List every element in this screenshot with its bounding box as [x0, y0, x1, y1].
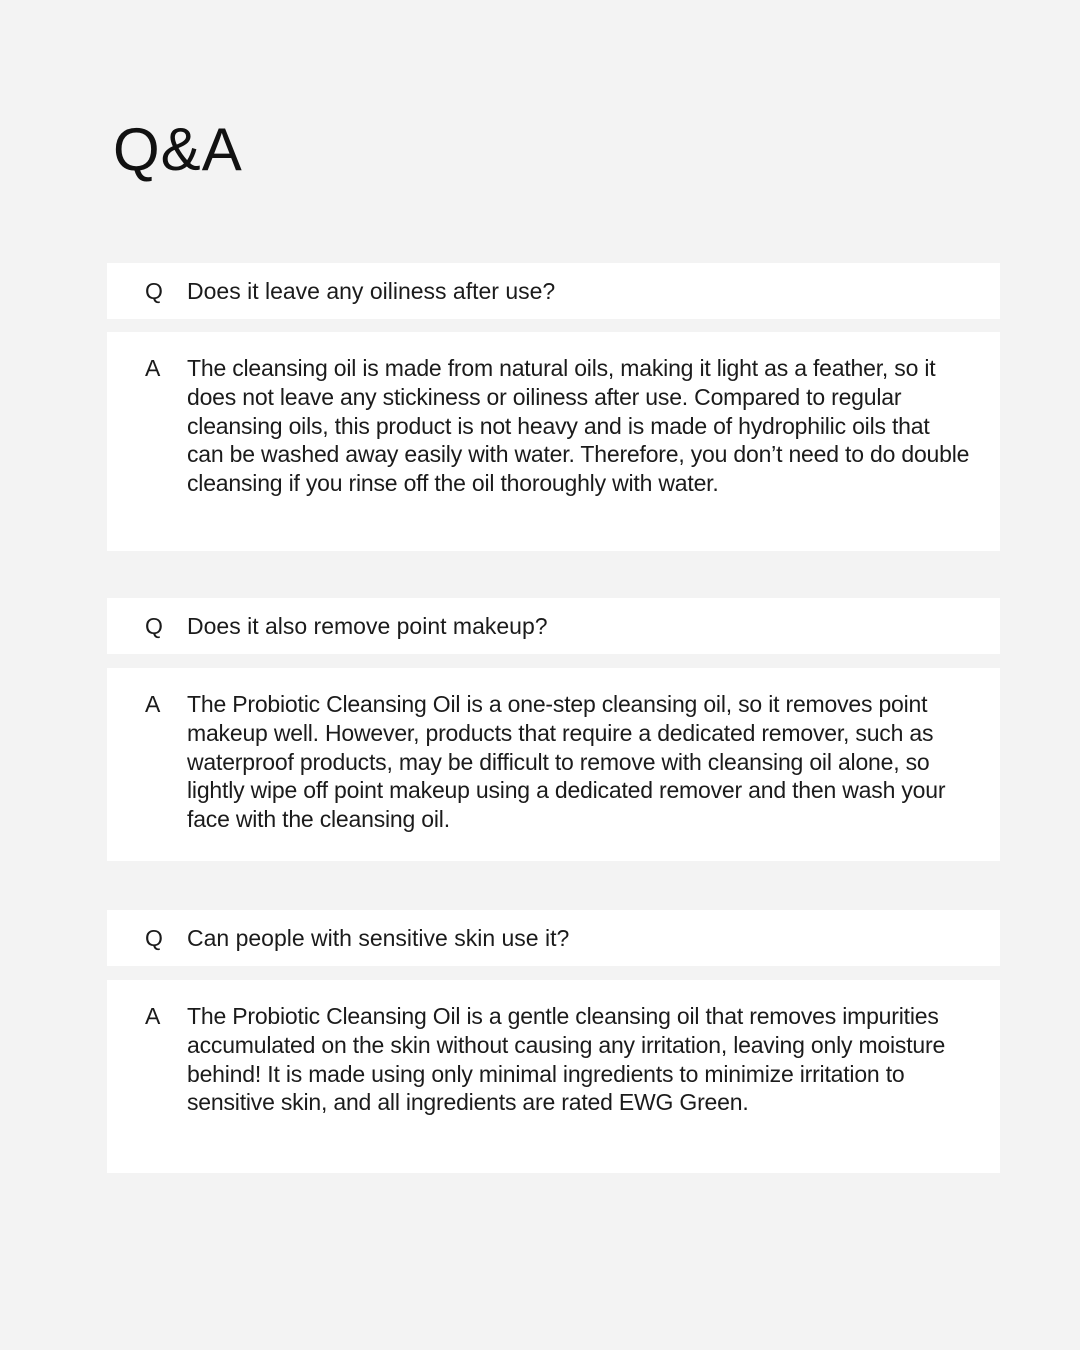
answer-text-2: The Probiotic Cleansing Oil is a one-step cleansing oil, so it removes point makeup well. However, products that require a dedicated remover, such as waterproof products, may be difficult to remove with cleansing oil alone, so lightly wipe off point makeup using a dedicated remover and then wash your face with the cleansing oil. [187, 691, 946, 833]
question-text-3: Can people with sensitive skin use it? [187, 925, 570, 951]
question-card-2 [107, 598, 1000, 654]
answer-marker: A [145, 355, 161, 381]
answer-card-3 [107, 980, 1000, 1173]
page-title: Q&A [113, 116, 243, 183]
answer-marker: A [145, 691, 161, 717]
answer-text-1: The cleansing oil is made from natural oils, making it light as a feather, so it does not leave any stickiness or oiliness after use. Compared to regular cleansing oils, this product is not heavy and is made of hydrophilic oils that can be washed away easily with water. Therefore, you don’t need to do double cleansing if you rinse off the oil thoroughly with water. [187, 355, 970, 497]
question-card-3 [107, 910, 1000, 966]
answer-card-2 [107, 668, 1000, 861]
question-text-2: Does it also remove point makeup? [187, 613, 548, 639]
answer-text-3: The Probiotic Cleansing Oil is a gentle cleansing oil that removes impurities accumulated on the skin without causing any irritation, leaving only moisture behind! It is made using only minimal ingredients to minimize irritation to sensitive skin, and all ingredients are rated EWG Green. [187, 1003, 946, 1116]
question-marker: Q [145, 925, 163, 951]
question-marker: Q [145, 278, 163, 304]
answer-card-1 [107, 332, 1000, 551]
answer-marker: A [145, 1003, 161, 1029]
question-marker: Q [145, 613, 163, 639]
question-text-1: Does it leave any oiliness after use? [187, 278, 556, 304]
question-card-1 [107, 263, 1000, 319]
